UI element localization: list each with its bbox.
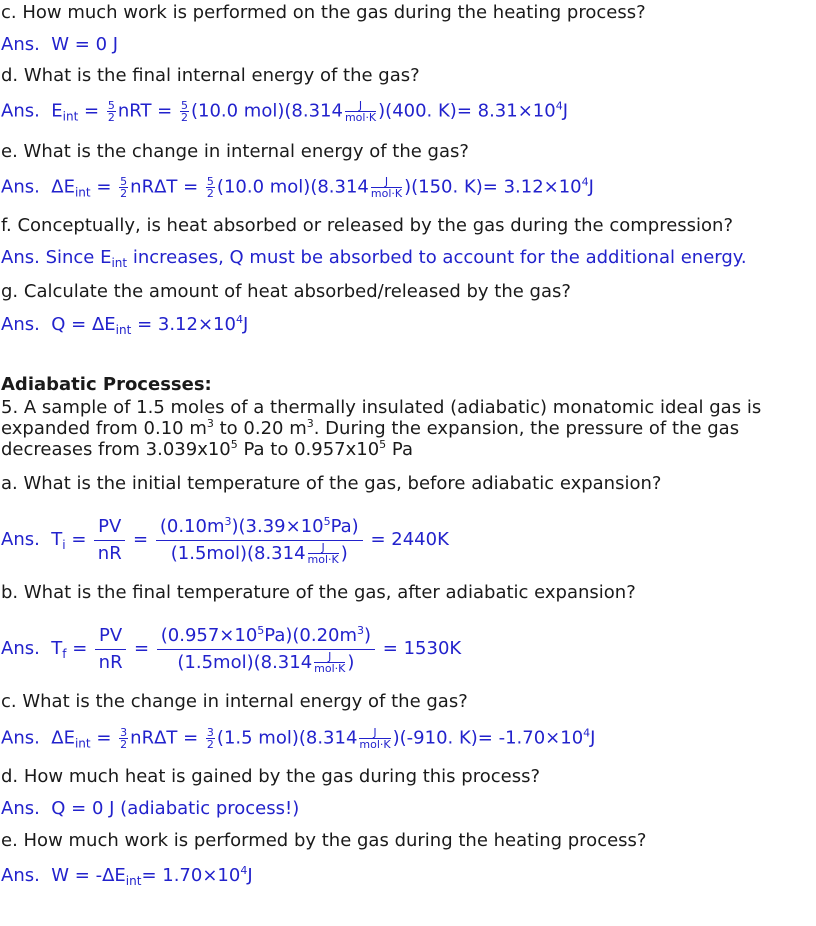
question-d1: d. What is the final internal energy of the gas? [1,65,420,86]
ans-label: Ans. [1,798,40,819]
ans-label: Ans. [1,727,40,749]
answer-text: Q = 0 J (adiabatic process!) [51,798,300,819]
question-b2: b. What is the final temperature of the gas, after adiabatic expansion? [1,582,636,603]
ans-label: Ans. [1,34,40,55]
answer-e2: Ans. $W = -\Delta E_{int}= 1.70\times 10^4J$ [1,864,253,888]
question-e1: e. What is the change in internal energy of the gas? [1,141,469,162]
question-g1: g. Calculate the amount of heat absorbed/released by the gas? [1,281,571,302]
fraction-5-2: $\frac{5}{2}$ [206,175,214,200]
temperature-fraction: $(0.10m^3)(3.39\times 10^5Pa)$ (1.5mol)(8.314 J mol·K ) [156,514,363,567]
answer-e1: Ans. $\Delta E_{int}$ = $\frac{5}{2}$ nRΔT = $\frac{5}{2}$ (10.0 mol)(8.314 J mol·K )(150. $K)= 3.12\times 10^4J$ [1,175,594,200]
ans-label: Ans. [1,638,40,659]
answer-text: W = 0 J [51,34,119,55]
answer-b2: Ans. $T_f$ = $\frac{PV}{nR}$ = $(0.957\times 10^5Pa)(0.20m^3)$ (1.5mol)(8.314 J mol·K ) = 1530K [1,623,462,675]
question-a2: a. What is the initial temperature of the gas, before adiabatic expansion? [1,473,662,494]
ans-label: Ans. [1,176,40,198]
answer-f1: Ans. Since $E_{int}$ increases, Q must be absorbed to account for the additional energy. [1,247,747,270]
temperature-fraction: $(0.957\times 10^5Pa)(0.20m^3)$ (1.5mol)(8.314 J mol·K ) [157,623,375,676]
fraction-3-2: $\frac{3}{2}$ [206,726,214,751]
answer-c1 [1,34,118,56]
question-d2: d. How much heat is gained by the gas during this process? [1,766,541,787]
pv-over-nr: $\frac{PV}{nR}$ [94,514,125,567]
question-c2: c. What is the change in internal energy of the gas? [1,691,468,712]
pv-over-nr: $\frac{PV}{nR}$ [95,623,126,676]
ans-label: Ans. [1,529,40,550]
answer-d1: Ans. $E_{int}$ = $\frac{5}{2}$ nRT = $\frac{5}{2}$ (10.0 mol)(8.314 J mol·K )(400. $K)= 8.31\times 10^4J$ [1,99,569,124]
unit-fraction: J mol·K [359,726,391,751]
unit-fraction: J mol·K [344,99,377,124]
problem-5-statement: 5. A sample of 1.5 moles of a thermally insulated (adiabatic) monatomic ideal gas is expanded from 0.10 $m^3$ to 0.20 $m^3$. During the expansion, the pressure of the gas decreases from $3.039x10^5$ Pa to $0.957x10^5$ Pa [1,397,762,460]
fraction-5-2: $\frac{5}{2}$ [180,99,188,124]
section-heading: Adiabatic Processes: [1,374,212,395]
ans-label: Ans. [1,865,40,886]
fraction-5-2: $\frac{5}{2}$ [120,175,128,200]
fraction-5-2: $\frac{5}{2}$ [107,99,115,124]
question-c1: c. How much work is performed on the gas during the heating process? [1,2,646,23]
answer-d2 [1,798,299,820]
unit-fraction: J mol·K [370,175,403,200]
ans-label: Ans. [1,314,40,335]
question-f1: f. Conceptually, is heat absorbed or released by the gas during the compression? [1,215,734,236]
question-e2: e. How much work is performed by the gas during the heating process? [1,830,647,851]
answer-c2: Ans. $\Delta E_{int}$ = $\frac{3}{2}$ nRΔT = $\frac{3}{2}$ (1.5 mol)(8.314 J mol·K )(-910. $K)= -1.70\times 10^4J$ [1,726,596,751]
answer-a2: Ans. $T_i$ = $\frac{PV}{nR}$ = $(0.10m^3)(3.39\times 10^5Pa)$ (1.5mol)(8.314 J mol·K ) = 2440K [1,514,449,566]
ans-label: Ans. [1,100,40,122]
ans-label: Ans. [1,247,40,268]
answer-g1: Ans. $Q = \Delta E_{int} = 3.12\times 10^4J$ [1,313,249,337]
fraction-3-2: $\frac{3}{2}$ [120,726,128,751]
